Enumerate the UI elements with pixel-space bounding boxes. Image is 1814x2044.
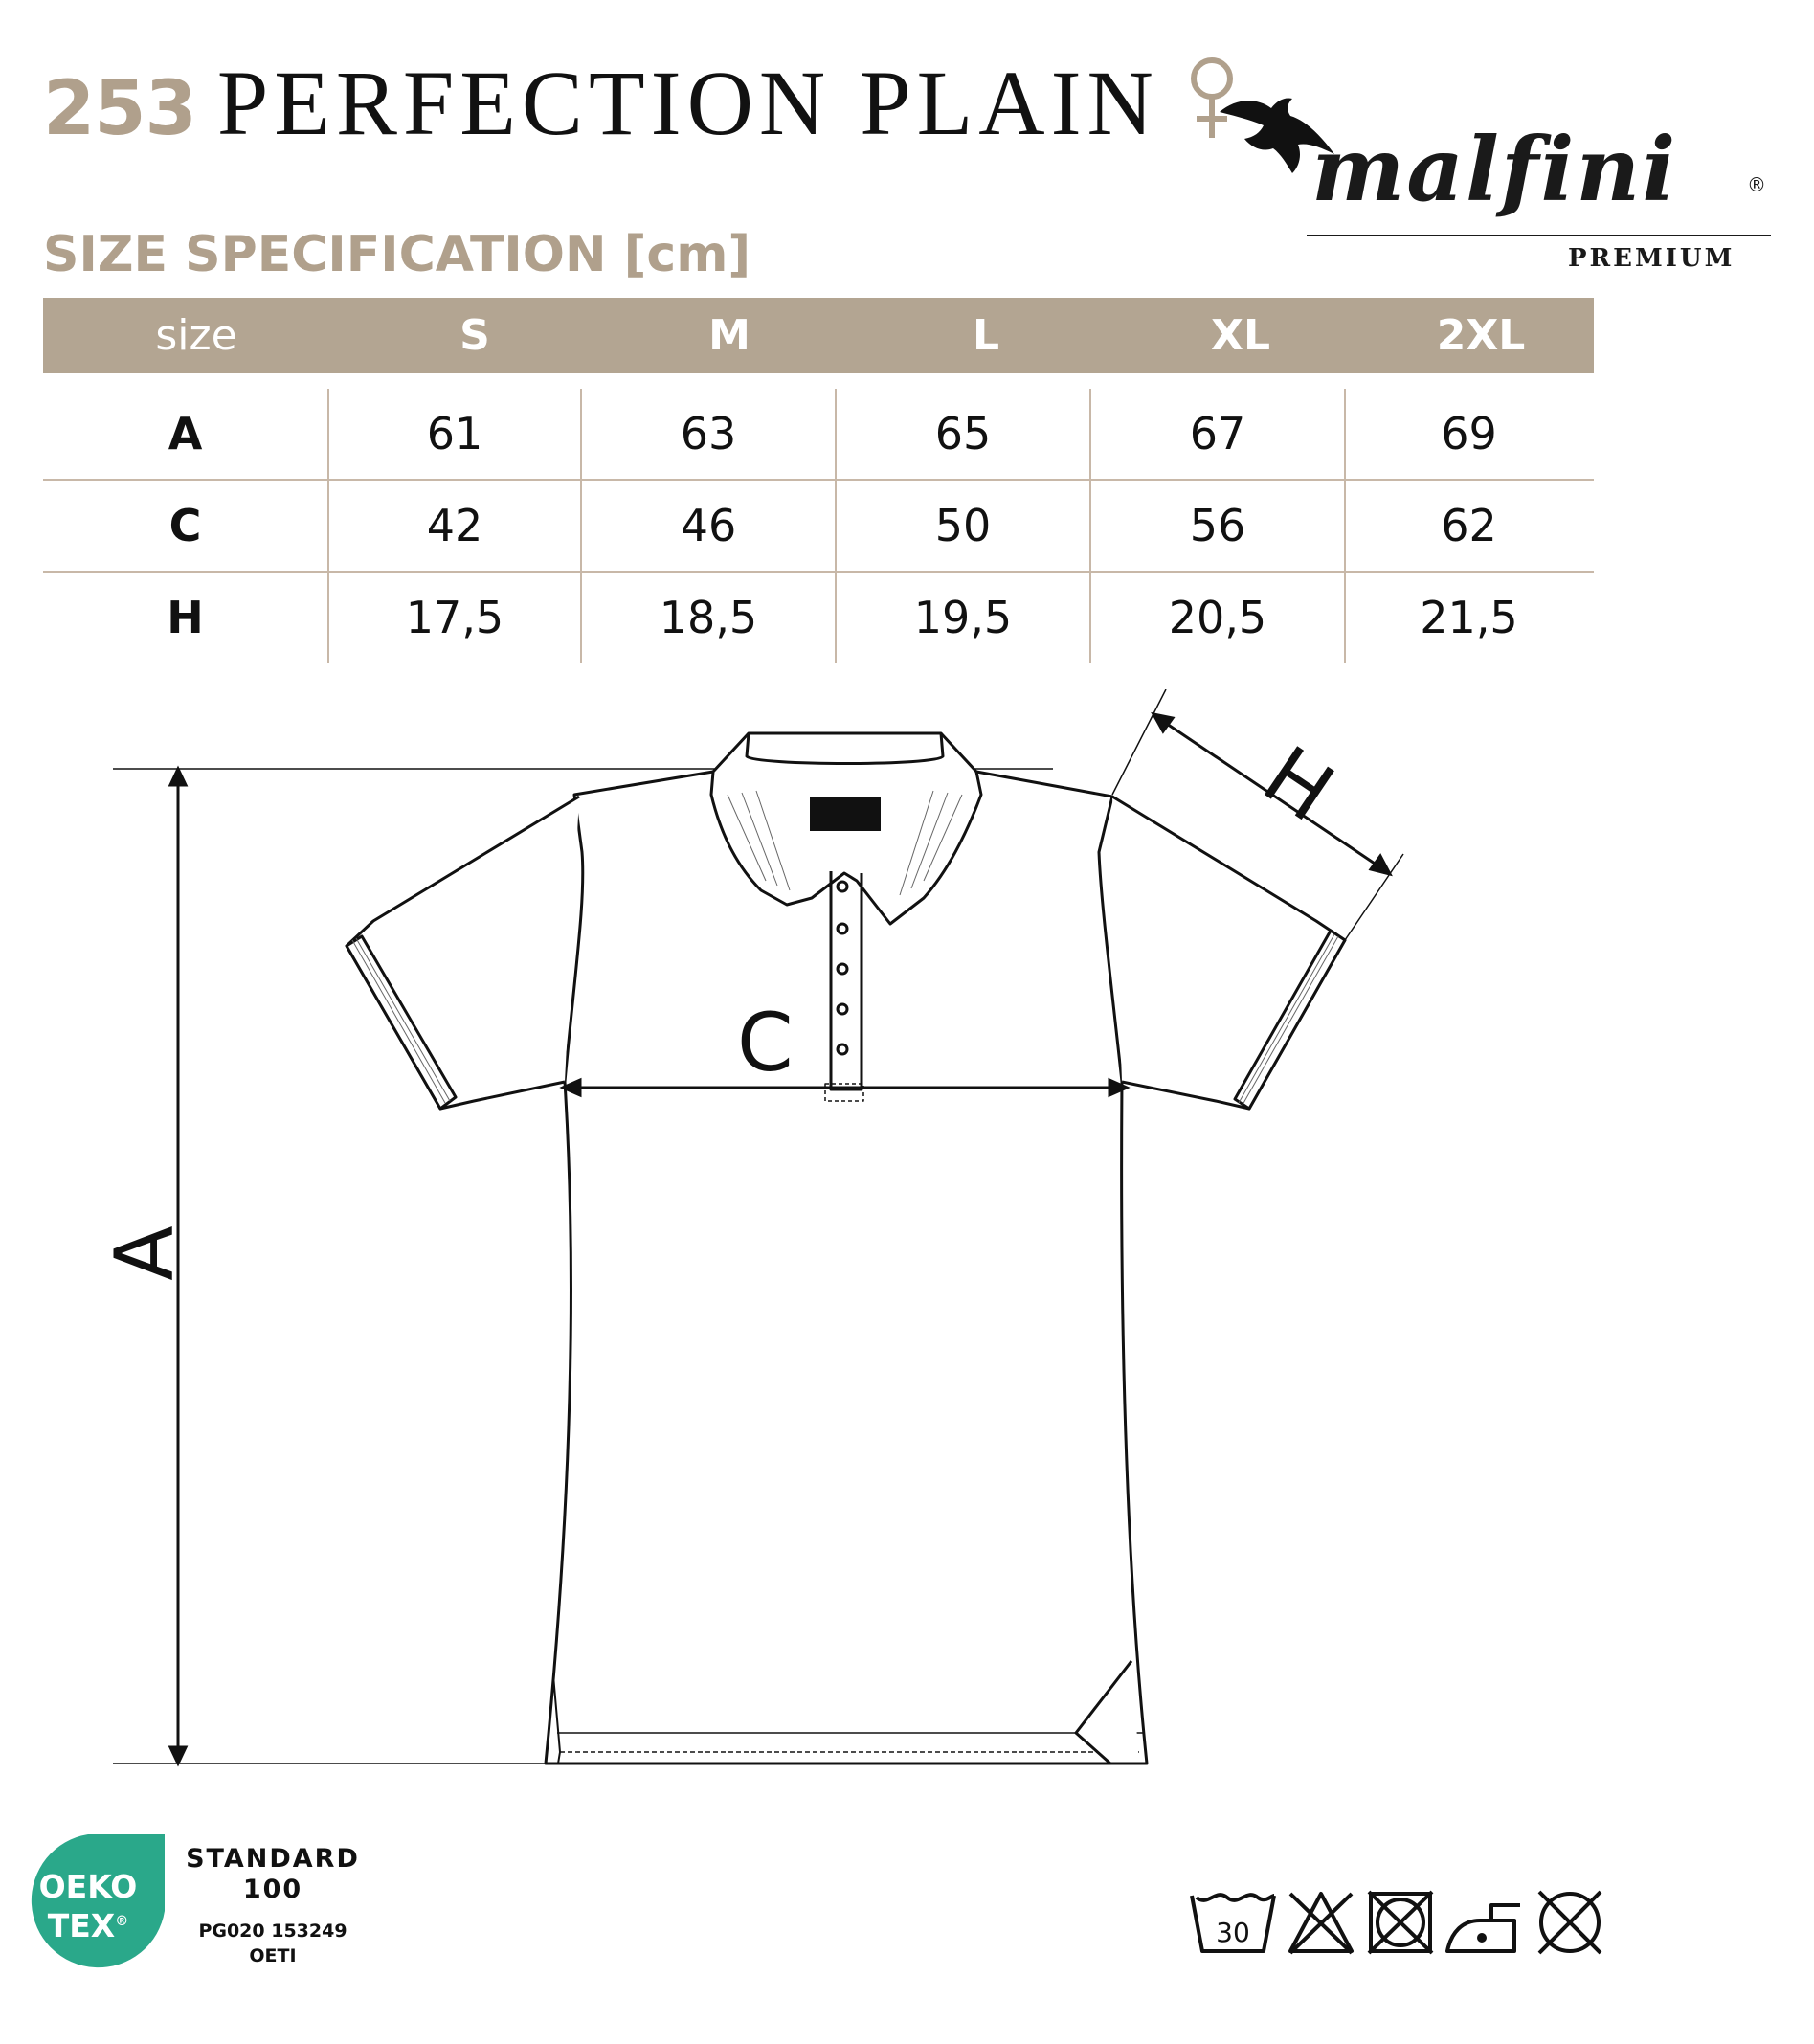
- table-cell: 62: [1344, 481, 1592, 571]
- polo-shirt-drawing: [0, 689, 1814, 1790]
- table-cell: 50: [835, 481, 1089, 571]
- no-bleach-icon: [1290, 1894, 1352, 1953]
- table-cell: 21,5: [1344, 573, 1592, 663]
- table-header: [43, 298, 1594, 373]
- table-header-cell: XL: [1211, 311, 1270, 360]
- oeko-registered-mark: ®: [115, 1913, 129, 1929]
- certificate-code: PG020 153249: [198, 1920, 347, 1942]
- table-cell: 56: [1089, 481, 1344, 571]
- wash-30-icon: [1192, 1895, 1274, 1951]
- care-icons-strip: [1187, 1884, 1627, 1961]
- spec-title: SIZE SPECIFICATION [cm]: [43, 226, 751, 283]
- no-tumble-dry-icon: [1369, 1892, 1432, 1953]
- table-body: [43, 389, 1594, 663]
- table-cell: 67: [1089, 389, 1344, 479]
- table-header-cell: L: [972, 311, 1000, 360]
- standard-title: STANDARD: [186, 1844, 360, 1874]
- table-cell: 69: [1344, 389, 1592, 479]
- table-row: [43, 573, 1594, 663]
- table-header-cell: 2XL: [1436, 311, 1526, 360]
- table-cell: 46: [580, 481, 835, 571]
- table-row: [43, 481, 1594, 573]
- dimension-label-c: C: [737, 996, 794, 1089]
- table-cell: 65: [835, 389, 1089, 479]
- product-header: [43, 50, 1239, 155]
- table-header-cell: S: [459, 311, 490, 360]
- product-number: 253: [43, 66, 196, 152]
- iron-low-icon: [1447, 1905, 1520, 1951]
- svg-text:30: 30: [1216, 1917, 1250, 1948]
- certificate-institute: OETI: [249, 1945, 297, 1966]
- product-name: PERFECTION PLAIN: [216, 52, 1159, 154]
- no-dry-clean-icon: [1539, 1892, 1601, 1953]
- oeko-tex-badge: [21, 1834, 165, 1978]
- polo-shirt-diagram: [0, 689, 1814, 1790]
- brand-logo: [1216, 91, 1771, 282]
- table-row-label: H: [167, 592, 204, 643]
- table-row-label: A: [168, 408, 203, 460]
- table-header-cell: size: [155, 311, 237, 360]
- brand-registered-mark: ®: [1747, 173, 1766, 196]
- dimension-label-h: H: [1246, 728, 1351, 841]
- table-cell: 19,5: [835, 573, 1089, 663]
- brand-premium: PREMIUM: [1568, 244, 1736, 273]
- tex-label: TEX: [47, 1906, 116, 1944]
- table-header-cell: M: [708, 311, 750, 360]
- standard-number: 100: [242, 1875, 303, 1904]
- standard-info: [182, 1844, 364, 1968]
- oeko-label: OEKO: [38, 1867, 138, 1905]
- size-table: [43, 298, 1594, 663]
- brand-name: malfini: [1311, 118, 1678, 221]
- table-cell: 61: [327, 389, 580, 479]
- table-cell: 63: [580, 389, 835, 479]
- table-cell: 20,5: [1089, 573, 1344, 663]
- brand-underline: [1307, 235, 1771, 236]
- table-cell: 17,5: [327, 573, 580, 663]
- table-cell: 18,5: [580, 573, 835, 663]
- table-row: [43, 389, 1594, 481]
- care-icons: [1187, 1884, 1627, 1961]
- table-row-label: C: [168, 500, 202, 551]
- table-cell: 42: [327, 481, 580, 571]
- dimension-label-a: A: [97, 1225, 191, 1281]
